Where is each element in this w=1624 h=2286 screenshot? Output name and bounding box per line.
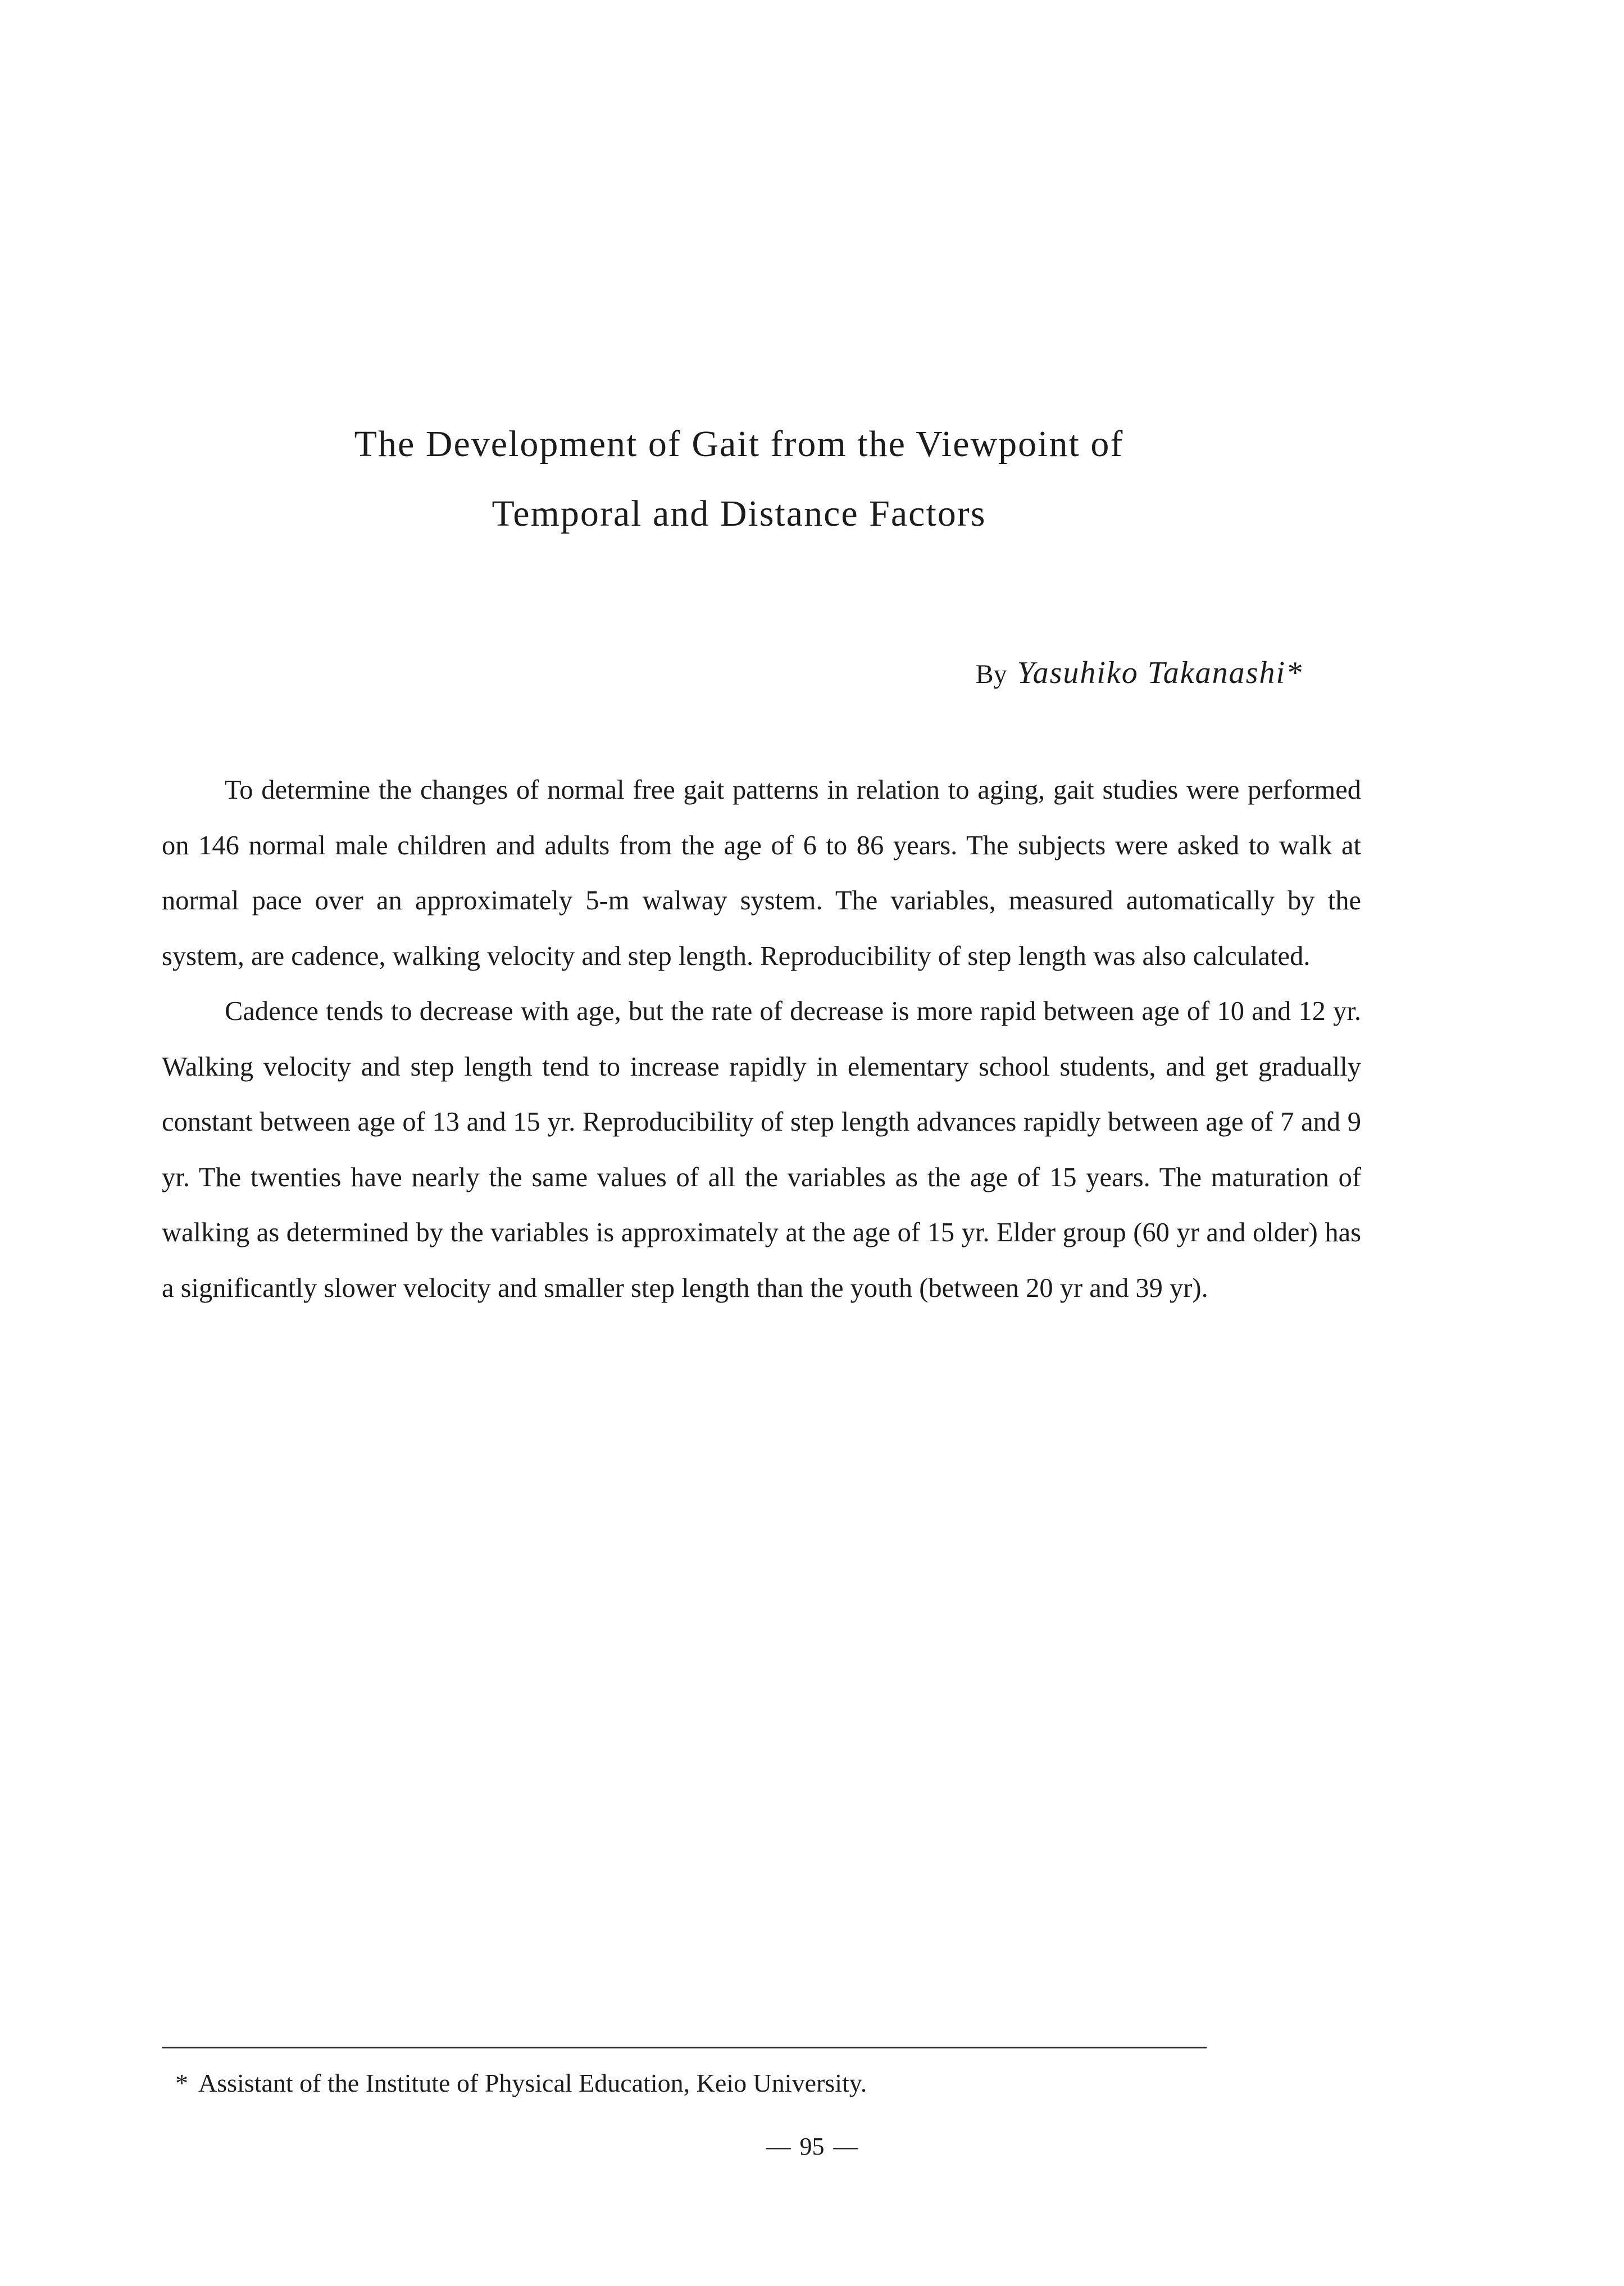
byline-prefix: By — [975, 659, 1007, 689]
abstract-paragraph-2: Cadence tends to decrease with age, but the rate of decrease is more rapid between age of 10 and 12 yr. Walking velocity and step length tend to increase rapidly in elementary school students, and get gradually constant between age of 13 and 15 yr. Reproducibility of step length advances rapidly between age of 7 and 9 yr. The twenties have nearly the same values of all the variables as the age of 15 years. The maturation of walking as determined by the variables is approximately at the age of 15 yr. Elder group (60 yr and older) has a significantly slower velocity and smaller step length than the youth (between 20 yr and 39 yr). — [162, 996, 1361, 1303]
title-line-1: The Development of Gait from the Viewpoint of — [354, 423, 1124, 465]
footnote — [175, 2070, 867, 2096]
footnote-divider — [162, 2047, 1207, 2048]
footnote-mark: * — [175, 2069, 188, 2097]
page-number-dash-right: — — [833, 2133, 858, 2160]
byline — [976, 657, 1303, 689]
page-number — [0, 2134, 1624, 2159]
page-number-dash-left: — — [766, 2133, 791, 2160]
abstract — [162, 763, 1361, 1316]
page-number-value: 95 — [799, 2133, 825, 2160]
title-line-2: Temporal and Distance Factors — [492, 493, 986, 534]
footnote-text: Assistant of the Institute of Physical Education, Keio University. — [198, 2069, 867, 2097]
author-name: Yasuhiko Takanashi* — [1017, 655, 1303, 690]
abstract-paragraph-1: To determine the changes of normal free gait patterns in relation to aging, gait studies were performed on 146 normal male children and adults from the age of 6 to 86 years. The subjects were asked to walk at normal pace over an approximately 5-m walway system. The variables, measured automatically by the system, are cadence, walking velocity and step length. Reproducibility of step length was also calculated. — [162, 775, 1361, 971]
